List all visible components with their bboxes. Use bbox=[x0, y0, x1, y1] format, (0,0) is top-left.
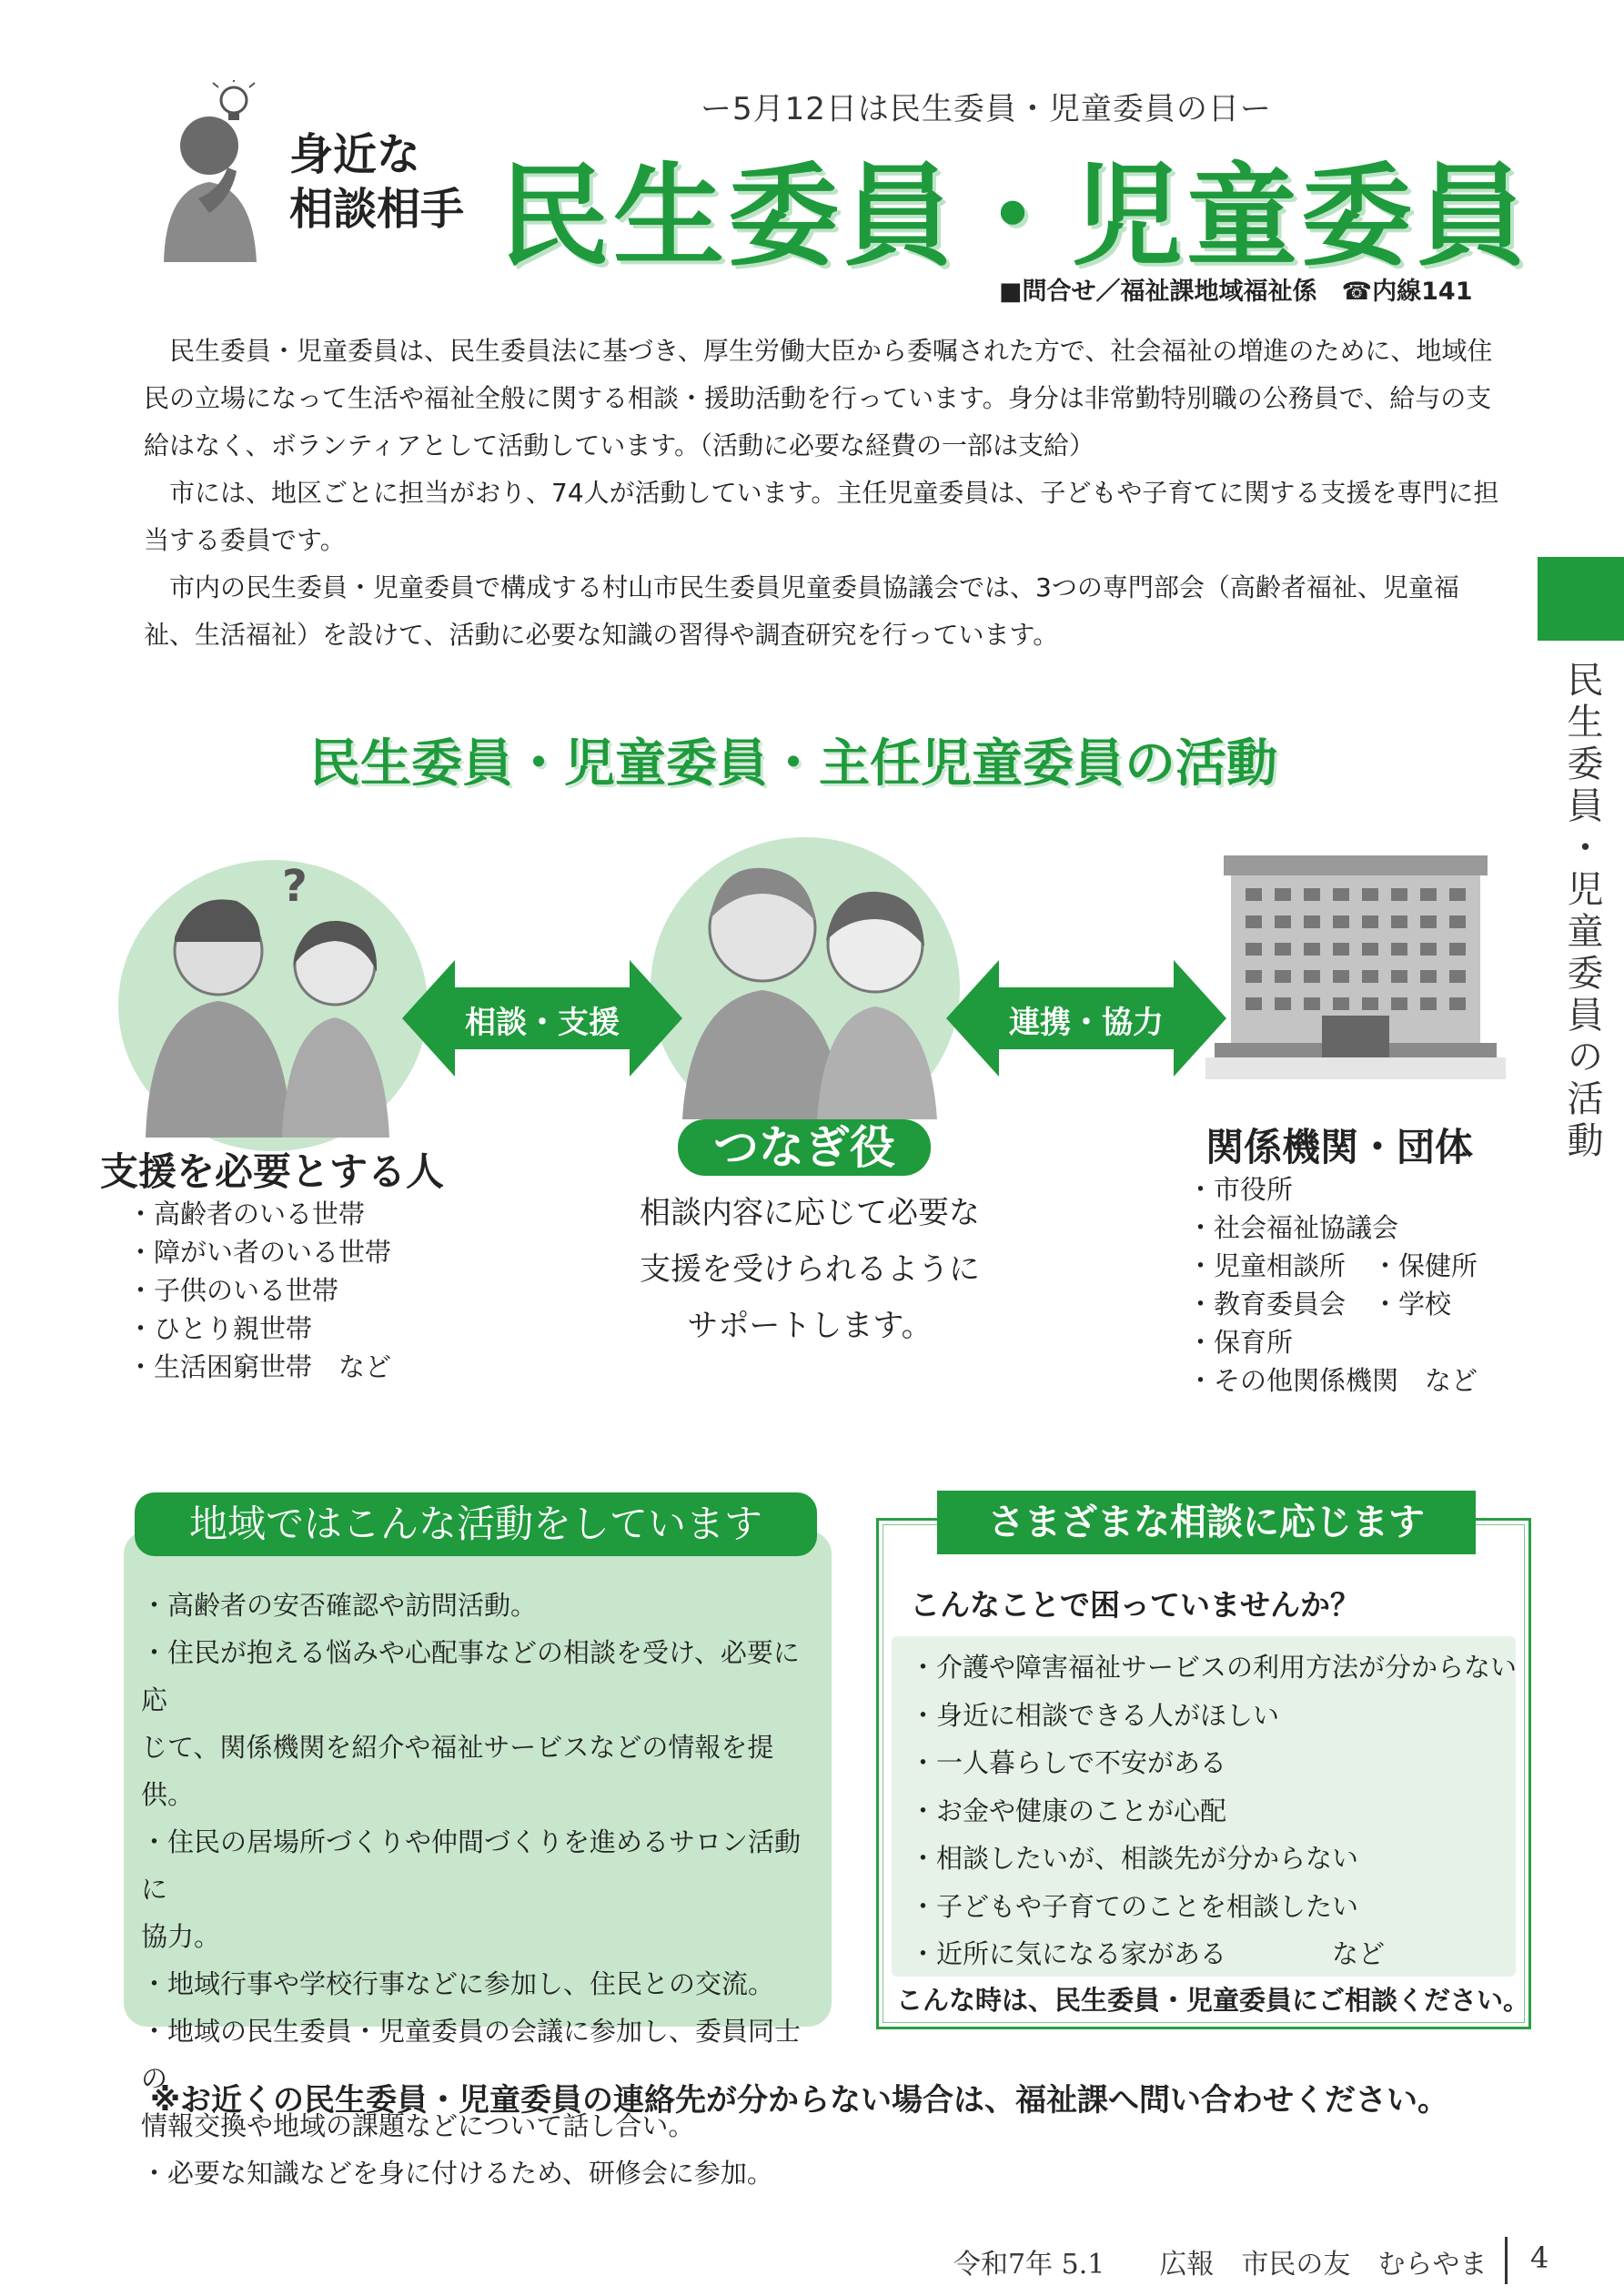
consult-question: こんなことで困っていませんか？ bbox=[910, 1587, 1360, 1623]
list-item: ・市役所 bbox=[1187, 1174, 1294, 1205]
side-tab-marker bbox=[1538, 557, 1624, 641]
connector-description bbox=[582, 1185, 1037, 1354]
local-activities-title: 地域ではこんな活動をしています bbox=[135, 1492, 817, 1556]
list-item: ・お金や健康のことが心配 bbox=[910, 1795, 1227, 1826]
kicker-line-2: 相談相手 bbox=[289, 184, 465, 235]
people-in-need-list bbox=[127, 1195, 391, 1386]
arrow-label-consult: 相談・支援 bbox=[465, 1005, 620, 1041]
connector-people-illustration bbox=[664, 846, 955, 1119]
side-tab-label: 民生委員・児童委員の活動 bbox=[1561, 661, 1603, 1163]
list-item: 情報交換や地域の課題などについて話し合い。 bbox=[141, 2110, 695, 2141]
footer-divider bbox=[1505, 2237, 1508, 2284]
people-in-need-illustration bbox=[100, 865, 428, 1138]
organizations-list bbox=[1187, 1170, 1478, 1400]
list-item: ・地域の民生委員・児童委員の会議に参加し、委員同士の bbox=[141, 2016, 802, 2094]
list-item: ・住民が抱える悩みや心配事などの相談を受け、必要に応 bbox=[141, 1637, 800, 1715]
list-item: ・その他関係機関 など bbox=[1187, 1365, 1478, 1396]
list-item: ・必要な知識などを身に付けるため、研修会に参加。 bbox=[141, 2158, 773, 2189]
building-icon bbox=[1205, 855, 1515, 1101]
list-item: 協力。 bbox=[141, 1921, 221, 1952]
header-kicker bbox=[289, 127, 464, 237]
intro-text bbox=[144, 328, 1508, 659]
list-item: ・児童相談所 ・保健所 bbox=[1187, 1250, 1478, 1281]
page-number: 4 bbox=[1530, 2240, 1549, 2275]
page-title: 民生委員・児童委員 bbox=[499, 152, 1530, 281]
connector-line-2: 支援を受けられるように bbox=[640, 1251, 980, 1288]
contact-info: ■問合せ／福祉課地域福祉係 ☎内線141 bbox=[999, 278, 1473, 306]
list-item: ・社会福祉協議会 bbox=[1187, 1212, 1399, 1243]
activities-heading: 民生委員・児童委員・主任児童委員の活動 bbox=[309, 734, 1277, 794]
arrow-label-cooperation: 連携・協力 bbox=[1009, 1005, 1164, 1041]
list-item: ・一人暮らしで不安がある bbox=[910, 1747, 1227, 1778]
list-item: ・高齢者のいる世帯 bbox=[127, 1199, 366, 1229]
intro-paragraph-1: 民生委員・児童委員は、民生委員法に基づき、厚生労働大臣から委嘱された方で、社会福祉の増進のために、地域住民の立場になって生活や福祉全般に関する相談・援助活動を行っています。身分は非常勤特別職の公務員で、給与の支給はなく、ボランティアとして活動しています。（活動に必要な経費の一部は支給） bbox=[144, 336, 1493, 460]
consult-footer: こんな時は、民生委員・児童委員にご相談ください。 bbox=[896, 1985, 1530, 2016]
intro-paragraph-3: 市内の民生委員・児童委員で構成する村山市民生委員児童委員協議会では、3つの専門部会（高齢者福祉、児童福祉、生活福祉）を設けて、活動に必要な知識の習得や調査研究を行っています。 bbox=[144, 572, 1459, 650]
list-item: ・相談したいが、相談先が分からない bbox=[910, 1843, 1359, 1874]
list-item: ・地域行事や学校行事などに参加し、住民との交流。 bbox=[141, 1968, 775, 1999]
consult-list-panel bbox=[892, 1636, 1516, 1977]
people-in-need-title: 支援を必要とする人 bbox=[100, 1149, 445, 1194]
list-item: ・子どもや子育てのことを相談したい bbox=[910, 1890, 1359, 1922]
header-subtitle: ー5月12日は民生委員・児童委員の日ー bbox=[701, 91, 1272, 127]
connector-line-3: サポートします。 bbox=[687, 1308, 933, 1344]
list-item: じて、関係機関を紹介や福祉サービスなどの情報を提供。 bbox=[141, 1732, 774, 1810]
organizations-title: 関係機関・団体 bbox=[1205, 1125, 1474, 1169]
list-item: ・ひとり親世帯 bbox=[127, 1313, 313, 1344]
list-item: ・生活困窮世帯 など bbox=[127, 1351, 392, 1382]
contact-notice: ※お近くの民生委員・児童委員の連絡先が分からない場合は、福祉課へ問い合わせください。 bbox=[150, 2082, 1449, 2119]
list-item: ・介護や障害福祉サービスの利用方法が分からない bbox=[910, 1652, 1518, 1683]
thinking-person-illustration bbox=[156, 80, 293, 262]
connector-line-1: 相談内容に応じて必要な bbox=[640, 1195, 980, 1231]
connector-title-pill: つなぎ役 bbox=[678, 1119, 931, 1176]
page-footer: 令和7年 5.1 広報 市民の友 むらやま bbox=[953, 2249, 1488, 2281]
consult-list bbox=[892, 1636, 1516, 1978]
list-item: ・住民の居場所づくりや仲間づくりを進めるサロン活動に bbox=[141, 1826, 802, 1905]
list-item: ・教育委員会 ・学校 bbox=[1187, 1289, 1452, 1320]
list-item: ・障がい者のいる世帯 bbox=[127, 1237, 392, 1268]
svg-text:?: ? bbox=[282, 865, 308, 912]
list-item: ・高齢者の安否確認や訪問活動。 bbox=[141, 1590, 538, 1621]
list-item: ・子供のいる世帯 bbox=[127, 1275, 339, 1306]
kicker-line-1: 身近な bbox=[289, 129, 421, 180]
intro-paragraph-2: 市には、地区ごとに担当がおり、74人が活動しています。主任児童委員は、子どもや子育てに関する支援を専門に担当する委員です。 bbox=[144, 478, 1499, 555]
list-item: ・保育所 bbox=[1187, 1327, 1294, 1358]
list-item: ・身近に相談できる人がほしい bbox=[910, 1699, 1280, 1731]
list-item: ・近所に気になる家がある など bbox=[910, 1938, 1386, 1969]
consult-box-title: さまざまな相談に応じます bbox=[937, 1491, 1476, 1554]
